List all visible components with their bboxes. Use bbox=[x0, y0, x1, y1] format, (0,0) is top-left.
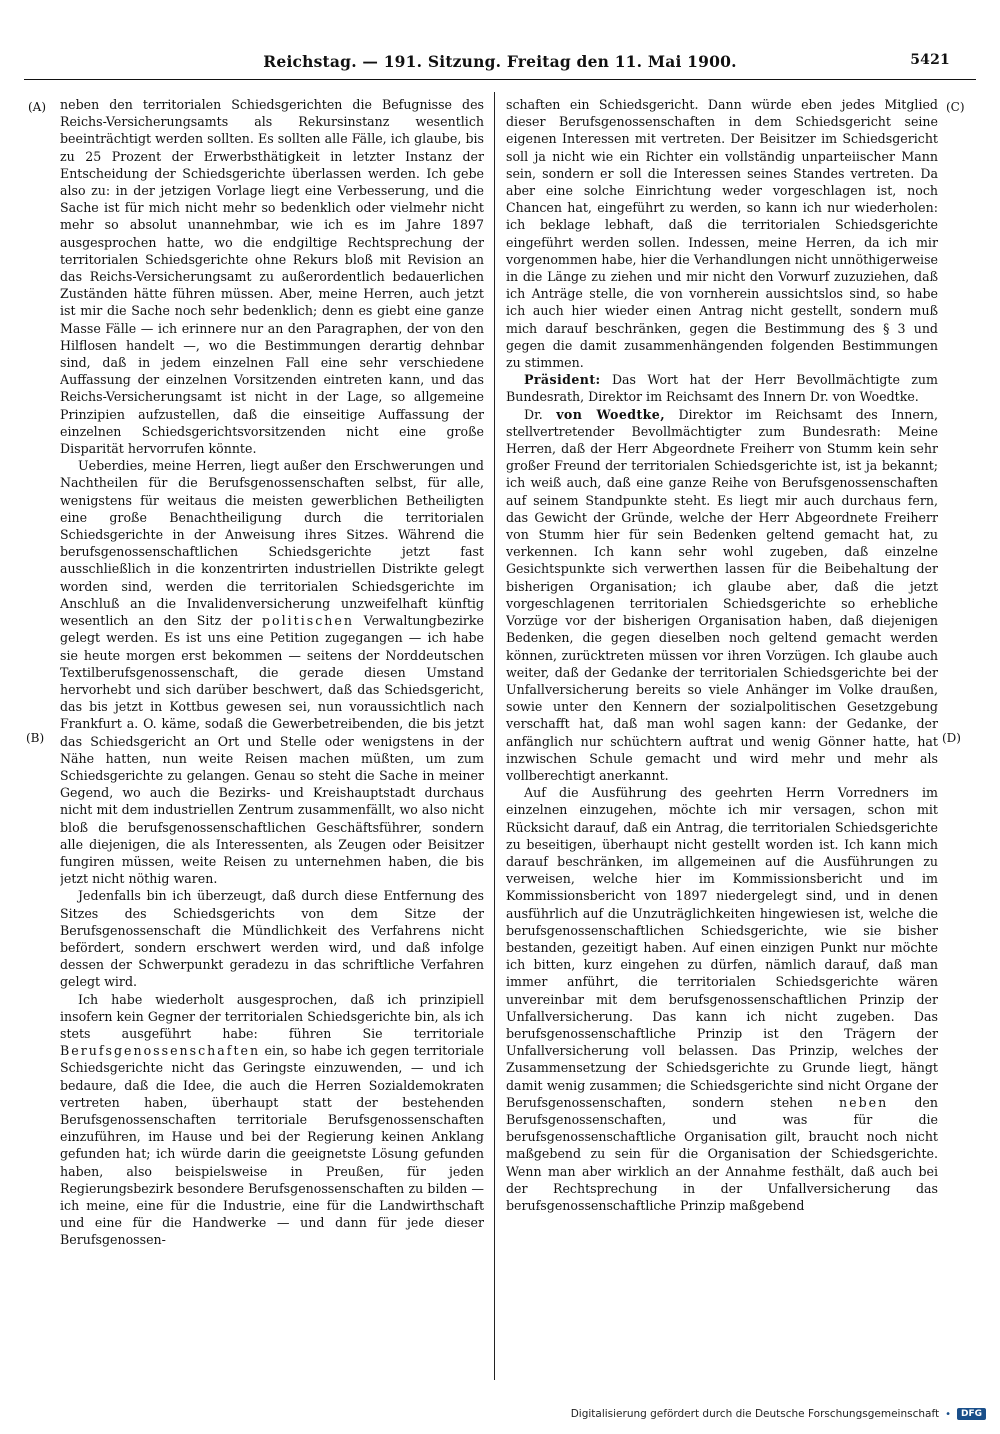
left-column bbox=[60, 96, 484, 1374]
paragraph-text: Direktor im Reichsamt des Innern, stellvertretender Bevollmächtigter zum Bundesrath: Meine Herren, daß der Herr Abgeordnete Freiherr von Stumm kein sehr großer Freund der territorialen Schiedsgerichte ist, ist ja bekannt; ich weiß auch, daß eine ganze Reihe von Berufsgenossenschaften auf seinem Standpunkte steht. Es liegt mir auch durchaus fern, das Gewicht der Gründe, welche der Herr Abgeordnete Freiherr von Stumm hier für sein Bedenken geltend gemacht hat, zu verkennen. Ich kann sehr wohl zugeben, daß einzelne Gesichtspunkte sich verwerthen lassen für die Beibehaltung der bisherigen Organisation; ich glaube aber, daß die jetzt vorgeschlagenen territorialen Schiedsgerichte so erhebliche Vorzüge vor der bisherigen Organisation haben, daß diejenigen Bedenken, die gegen dieselben noch geltend gemacht werden können, zurücktreten müssen vor ihren Vorzügen. Ich glaube auch weiter, daß der Gedanke der territorialen Schiedsgerichte bei der Unfallversicherung bereits so viele Anhänger im Volke draußen, sowie unter den Kennern der sozialpolitischen Gesetzgebung verschafft hat, daß man wohl sagen kann: der Gedanke, der anfänglich nur schüchtern auftrat und wenig Gönner hatte, hat inzwischen Schule gemacht und wird mehr und mehr als vollberechtigt anerkannt. bbox=[506, 406, 938, 783]
running-head-title: Reichstag. — 191. Sitzung. Freitag den 11. Mai 1900. bbox=[263, 52, 737, 71]
paragraph bbox=[60, 991, 484, 1249]
paragraph bbox=[506, 784, 938, 1214]
paragraph bbox=[506, 371, 938, 405]
emphasized-word: Berufsgenossenschaften bbox=[60, 1043, 261, 1059]
paragraph-text: Verwaltungbezirke gelegt werden. Es ist uns eine Petition zugegangen — ich habe sie heute morgen erst bekommen — seitens der Norddeutschen Textilberufsgenossenschaft, die gerade diesen Umstand hervorhebt und sich darüber beschwert, daß das Schiedsgericht, das bis jetzt in Kottbus gewesen sei, nun voraussichtlich nach Frankfurt a. O. käme, sodaß die Gewerbetreibenden, die bis jetzt das Schiedsgericht an Ort und Stelle oder wenigstens in der Nähe hatten, nun weite Reisen machen müßten, um zum Schiedsgerichte zu gelangen. Genau so steht die Sache in meiner Gegend, wo auch die Bezirks- und Kreishauptstadt durchaus nicht mit dem industriellen Zentrum zusammenfällt, wo also nicht bloß die berufsgenossenschaftlichen Geschäftsführer, sondern alle diejenigen, die als Interessenten, als Zeugen oder Beisitzer fungiren müssen, weite Reisen zu unternehmen haben, die bis jetzt nicht nöthig waren. bbox=[60, 613, 484, 887]
emphasized-word: politischen bbox=[261, 613, 354, 629]
right-column bbox=[506, 96, 938, 1374]
bullet-icon: • bbox=[945, 1408, 951, 1420]
speaker-prefix: Dr. bbox=[524, 406, 543, 422]
paragraph-text: Ueberdies, meine Herren, liegt außer den Erschwerungen und Nachtheilen für die Berufsgenossenschaften selbst, für alle, wenigstens für weitaus die meisten gewerblichen Betheiligten eine große Benachtheiligung durch die territorialen Schiedsgerichte in der Anweisung ihres Sitzes. Während die berufsgenossenschaftlichen Schiedsgerichte jetzt fast ausschließlich in die konzentrirten industriellen Distrikte gelegt worden sind, werden die territorialen Schiedsgerichte im Anschluß an die Invalidenversicherung unzweifelhaft künftig wesentlich an den Sitz der bbox=[60, 458, 484, 629]
paragraph-text: Ich habe wiederholt ausgesprochen, daß ich prinzipiell insofern kein Gegner der territorialen Schiedsgerichte bin, als ich stets ausgeführt habe: führen Sie territoriale bbox=[60, 991, 484, 1041]
footer bbox=[571, 1408, 986, 1420]
margin-mark-d: (D) bbox=[942, 731, 961, 745]
paragraph bbox=[60, 457, 484, 887]
paragraph: neben den territorialen Schiedsgerichten die Befugnisse des Reichs-Versicherungsamts als Rekursinstanz wesentlich beeinträchtigt werden sollten. Es sollten alle Fälle, ich glaube, bis zu 25 Prozent der Erwerbsthätigkeit in letzter Instanz der Entscheidung der Schiedsgerichte überlassen werden. Ich gebe also zu: in der jetzigen Vorlage liegt eine Verbesserung, und die Sache ist für mich nicht mehr so bedenklich oder vielmehr nicht mehr so absolut unannehmbar, wie ich es im Jahre 1897 ausgesprochen hatte, wo die endgiltige Rechtsprechung der territorialen Schiedsgerichte ohne Rekurs bloß mit Revision an das Reichs-Versicherungsamt zu außerordentlich bedauerlichen Zuständen hätte führen müssen. Aber, meine Herren, auch jetzt ist mir die Sache noch sehr bedenklich; denn es giebt eine ganze Masse Fälle — ich erinnere nur an den Paragraphen, der von den Hilflosen handelt —, wo die Bestimmungen derartig dehnbar sind, daß in jedem einzelnen Fall eine sehr verschiedene Auffassung der einzelnen Vorsitzenden eintreten kann, und das Reichs-Versicherungsamt ist nicht in der Lage, so allgemeine Prinzipien aufzustellen, daß die einseitige Auffassung der einzelnen Schiedsgerichtsvorsitzenden nicht eine große Disparität hervorrufen könnte. bbox=[60, 97, 484, 457]
running-head bbox=[24, 46, 976, 76]
speaker-name: von Woedtke, bbox=[556, 406, 665, 422]
paragraph: schaften ein Schiedsgericht. Dann würde eben jedes Mitglied dieser Berufsgenossenschaften in dem Schiedsgericht seine eigenen Interessen mit vertreten. Der Beisitzer im Schiedsgericht soll ja nicht wie ein Richter ein vollständig unparteiischer Mann sein, sondern er soll die Interessen seines Standes vertreten. Da aber eine solche Einrichtung weder vorgeschlagen ist, noch Chancen hat, eingeführt zu werden, so kann ich nur wiederholen: ich beklage lebhaft, daß die territorialen Schiedsgerichte eingeführt werden sollen. Indessen, meine Herren, da ich mir vorgenommen habe, hier die Verhandlungen nicht unnöthigerweise in die Länge zu ziehen und mir nicht den Vorwurf zuzuziehen, daß ich Anträge stelle, die von vornherein aussichtslos sind, so habe ich auch hier wieder einen Antrag nicht gestellt, sondern muß mich darauf beschränken, gegen die Bestimmung des § 3 und gegen die damit zusammenhängenden folgenden Bestimmungen zu stimmen. bbox=[506, 97, 938, 371]
paragraph-text: Auf die Ausführung des geehrten Herrn Vorredners im einzelnen einzugehen, möchte ich mir versagen, schon mit Rücksicht darauf, daß ein Antrag, die territorialen Schiedsgerichte zu beseitigen, überhaupt nicht gestellt worden ist. Ich kann mich darauf beschränken, im allgemeinen auf die Ausführungen zu verweisen, welche hier im Kommissionsbericht und im Kommissionsbericht von 1897 niedergelegt sind, und in denen ausführlich auf die Unzuträglichkeiten hingewiesen ist, welche die berufsgenossenschaftlichen Schiedsgerichte, wie sie bisher bestanden, gezeitigt haben. Auf einen einzigen Punkt nur möchte ich bitten, kurz eingehen zu dürfen, nämlich darauf, daß man immer anführt, die territorialen Schiedsgerichte wären unvereinbar mit dem berufsgenossenschaftlichen Prinzip der Unfallversicherung. Das kann ich nicht zugeben. Das berufsgenossenschaftliche Prinzip ist den Trägern der Unfallversicherung voll belassen. Das Prinzip, welches der Zusammensetzung der Schiedsgerichte zu Grunde liegt, hängt damit wenig zusammen; die Schiedsgerichte sind nicht Organe der Berufsgenossenschaften, sondern stehen bbox=[506, 785, 938, 1110]
page-number: 5421 bbox=[910, 52, 950, 68]
margin-mark-c: (C) bbox=[946, 100, 965, 114]
margin-mark-b: (B) bbox=[26, 731, 45, 745]
speaker-name: Präsident: bbox=[524, 372, 601, 388]
margin-mark-a: (A) bbox=[28, 100, 47, 114]
paragraph: Jedenfalls bin ich überzeugt, daß durch diese Entfernung des Sitzes des Schiedsgerichts von dem Sitze der Berufsgenossenschaft die Mündlichkeit des Verfahrens nicht befördert, sondern erschwert werden wird, und daß infolge dessen der Schwerpunkt geradezu in das schriftliche Verfahren gelegt wird. bbox=[60, 888, 484, 990]
paragraph-text: Das Wort hat der Herr Bevollmächtigte zum Bundesrath, Direktor im Reichsamt des Innern Dr. von Woedtke. bbox=[506, 372, 938, 405]
column-divider bbox=[494, 92, 495, 1380]
paragraph bbox=[506, 406, 938, 784]
paragraph-text: den Berufsgenossenschaften, und was für die berufsgenossenschaftliche Organisation gilt, braucht noch nicht maßgebend zu sein für die Organisation der Schiedsgerichte. Wenn man aber wirklich an der Annahme festhält, daß auch bei der Rechtsprechung in der Unfallversicherung das berufsgenossenschaftliche Prinzip maßgebend bbox=[506, 1094, 938, 1213]
emphasized-word: neben bbox=[839, 1094, 889, 1110]
funding-note: Digitalisierung gefördert durch die Deutsche Forschungsgemeinschaft bbox=[570, 1408, 940, 1420]
dfg-logo: DFG bbox=[957, 1408, 986, 1420]
paragraph-text: ein, so habe ich gegen territoriale Schiedsgerichte nicht das Geringste einzuwenden, — und ich bedaure, daß die Idee, die auch die Herren Sozialdemokraten vertreten haben, überhaupt statt der bestehenden Berufsgenossenschaften territoriale Berufsgenossenschaften einzuführen, im Hause und bei der Regierung keinen Anklang gefunden hat; ich würde darin die geeignetste Lösung gefunden haben, also beispielsweise in Preußen, für jeden Regierungsbezirk besondere Berufsgenossenschaften zu bilden — ich meine, eine für die Industrie, eine für die Landwirthschaft und eine für die Handwerke — und dann für jede dieser Berufsgenossen- bbox=[60, 1043, 484, 1248]
header-rule bbox=[24, 79, 976, 80]
